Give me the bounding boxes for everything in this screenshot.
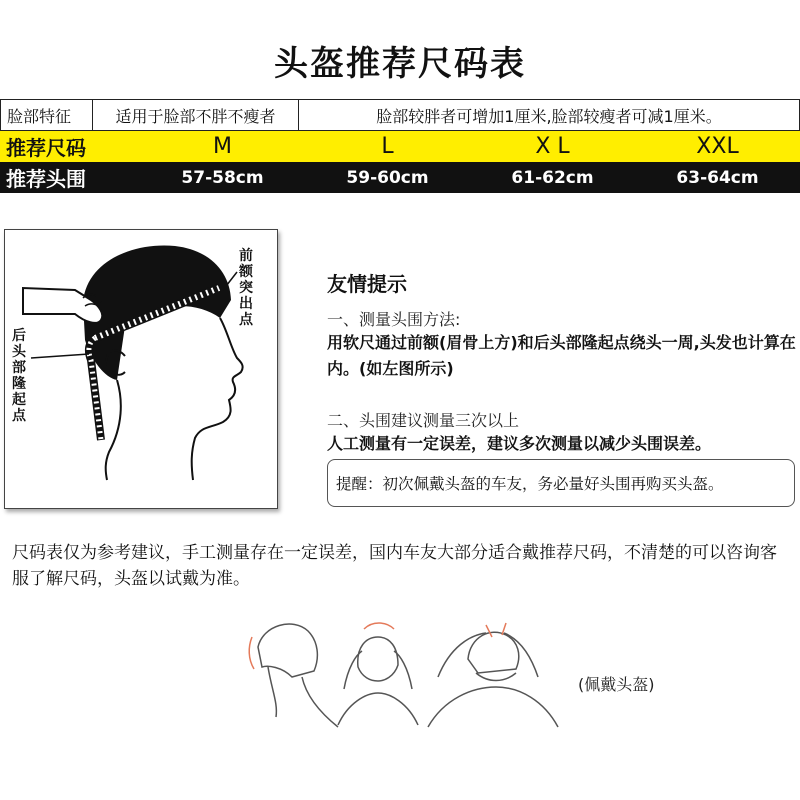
head-range-xl: 61-62cm [511, 167, 594, 188]
head-profile-icon [5, 230, 277, 508]
tips-title: 友情提示 [327, 272, 407, 296]
wearing-helmet-illustration-icon [238, 607, 568, 737]
face-feature-label: 脸部特征 [1, 100, 93, 130]
face-feature-row [0, 99, 800, 131]
face-feature-adjust: 脸部较胖者可增加1厘米,脸部较瘦者可减1厘米。 [376, 106, 722, 126]
back-point-label: 后头部隆起点 [12, 328, 26, 424]
head-range-m: 57-58cm [181, 167, 264, 188]
size-xxl: XXL [696, 134, 739, 159]
head-range-xxl: 63-64cm [676, 167, 759, 188]
size-row-label: 推荐尺码 [6, 136, 86, 160]
tip1-heading: 一、测量头围方法: [327, 310, 461, 329]
size-l: L [381, 134, 394, 159]
head-range-l: 59-60cm [346, 167, 429, 188]
size-note: 尺码表仅为参考建议，手工测量存在一定误差，国内车友大部分适合戴推荐尺码，不清楚的可以咨询客服了解尺码，头盔以试戴为准。 [12, 543, 777, 589]
tip1-body: 用软尺通过前额(眉骨上方)和后头部隆起点绕头一周,头发也计算在内。(如左图所示) [327, 333, 796, 378]
size-row [0, 131, 800, 162]
head-row-label: 推荐头围 [6, 167, 86, 191]
tip2-heading: 二、头围建议测量三次以上 [327, 411, 520, 430]
front-point-label: 前额突出点 [239, 248, 253, 328]
head-circumference-row [0, 162, 800, 193]
page-title: 头盔推荐尺码表 [274, 44, 526, 84]
tip2-body: 人工测量有一定误差，建议多次测量以减少头围误差。 [327, 434, 712, 453]
head-measurement-illustration [4, 229, 278, 509]
wearing-caption: (佩戴头盔) [578, 675, 655, 694]
size-table [0, 99, 800, 193]
size-xl: X L [535, 134, 570, 159]
size-m: M [213, 134, 232, 159]
face-feature-normal: 适用于脸部不胖不瘦者 [93, 100, 299, 130]
tips-section [327, 268, 797, 457]
reminder-box: 提醒：初次佩戴头盔的车友，务必量好头围再购买头盔。 [327, 459, 795, 507]
